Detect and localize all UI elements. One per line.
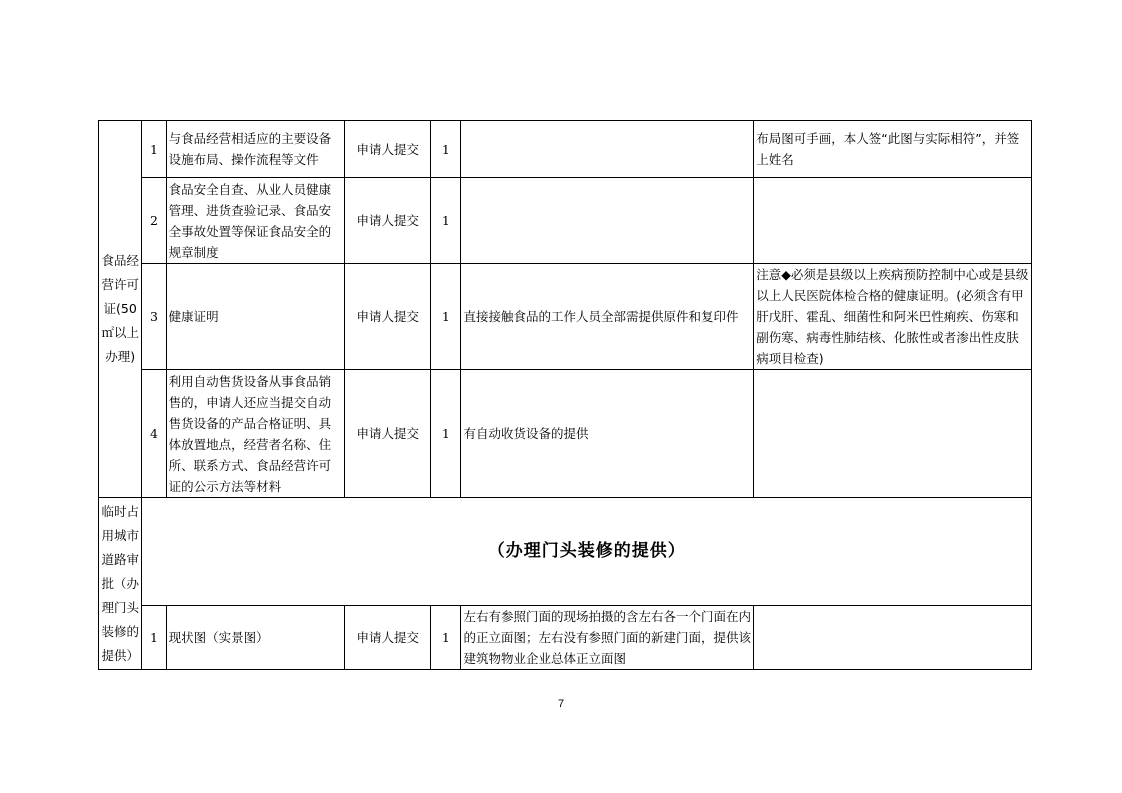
note: 注意◆必须是县级以上疾病预防控制中心或是县级以上人民医院体检合格的健康证明。(必须含有甲肝戊肝、霍乱、细菌性和阿米巴性痢疾、伤寒和副伤寒、病毒性肺结核、化脓性或者渗出性皮肤病项目检查)	[754, 264, 1032, 370]
submitter: 申请人提交	[345, 178, 431, 264]
page-number: 7	[557, 698, 565, 710]
requirement	[461, 178, 754, 264]
table-row	[99, 606, 1032, 670]
section-header-row	[99, 498, 1032, 606]
submitter: 申请人提交	[345, 121, 431, 178]
submitter: 申请人提交	[345, 606, 431, 670]
table-row	[99, 121, 1032, 178]
table-row	[99, 370, 1032, 498]
note	[754, 178, 1032, 264]
quantity: 1	[431, 606, 461, 670]
row-number: 2	[142, 178, 166, 264]
material-name: 利用自动售货设备从事食品销售的，申请人还应当提交自动售货设备的产品合格证明、具体放置地点，经营者名称、住所、联系方式、食品经营许可证的公示方法等材料	[166, 370, 345, 498]
note	[754, 606, 1032, 670]
submitter: 申请人提交	[345, 264, 431, 370]
category-cell	[99, 498, 142, 670]
quantity: 1	[431, 370, 461, 498]
quantity: 1	[431, 264, 461, 370]
row-number: 1	[142, 606, 166, 670]
row-number: 3	[142, 264, 166, 370]
material-name: 健康证明	[166, 264, 345, 370]
material-name: 食品安全自查、从业人员健康管理、进货查验记录、食品安全事故处置等保证食品安全的规章制度	[166, 178, 345, 264]
materials-table	[98, 120, 1032, 670]
category-cell	[99, 121, 142, 498]
material-name: 与食品经营相适应的主要设备设施布局、操作流程等文件	[166, 121, 345, 178]
requirement: 直接接触食品的工作人员全部需提供原件和复印件	[461, 264, 754, 370]
row-number: 4	[142, 370, 166, 498]
note: 布局图可手画，本人签“此图与实际相符”，并签上姓名	[754, 121, 1032, 178]
note	[754, 370, 1032, 498]
requirement	[461, 121, 754, 178]
row-number: 1	[142, 121, 166, 178]
quantity: 1	[431, 178, 461, 264]
material-name: 现状图（实景图）	[166, 606, 345, 670]
quantity: 1	[431, 121, 461, 178]
requirement: 有自动收货设备的提供	[461, 370, 754, 498]
category-label: 临时占用城市道路审批（办理门头装修的提供）	[101, 503, 139, 663]
table-row	[99, 264, 1032, 370]
submitter: 申请人提交	[345, 370, 431, 498]
table-row	[99, 178, 1032, 264]
category-label: 食品经营许可证(50㎡以上办理)	[101, 253, 139, 364]
section-title: （办理门头装修的提供）	[142, 498, 1032, 606]
requirement: 左右有参照门面的现场拍摄的含左右各一个门面在内的正立面图；左右没有参照门面的新建门面，提供该建筑物物业企业总体正立面图	[461, 606, 754, 670]
